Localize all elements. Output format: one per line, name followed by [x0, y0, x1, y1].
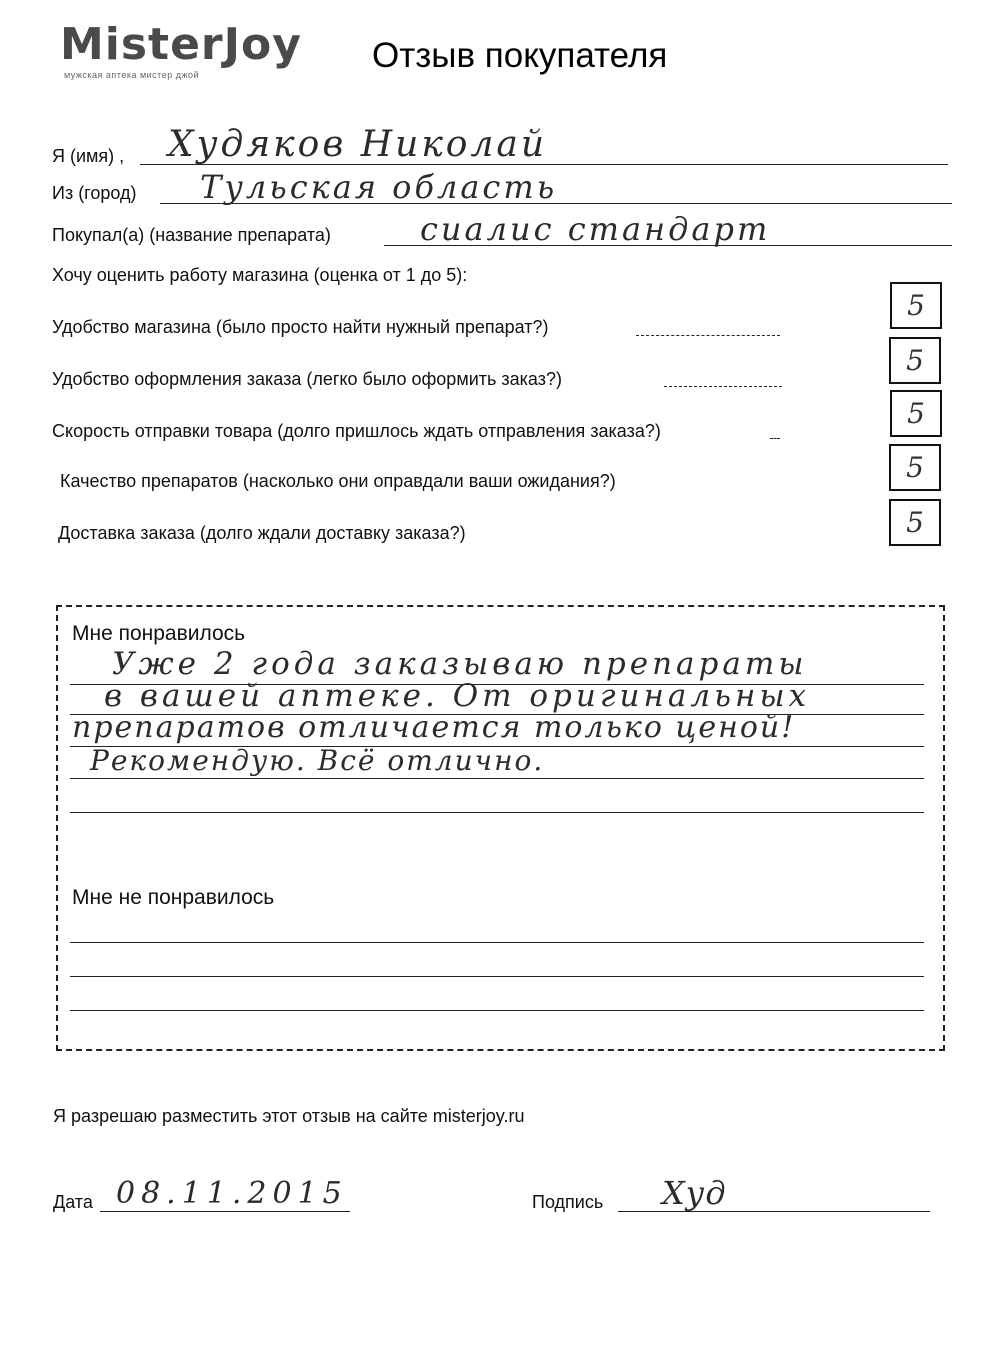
- name-value[interactable]: Худяков Николай: [168, 124, 548, 165]
- page-title: Отзыв покупателя: [372, 36, 668, 75]
- disliked-line[interactable]: [70, 976, 924, 977]
- brand-name: MisterJoy: [60, 19, 302, 70]
- date-value[interactable]: 08.11.2015: [116, 1176, 348, 1211]
- product-value[interactable]: сиалис стандарт: [420, 210, 771, 248]
- liked-line: [70, 812, 924, 813]
- liked-text-line[interactable]: Рекомендую. Всё отлично.: [90, 744, 545, 777]
- disliked-label: Мне не понравилось: [72, 886, 275, 909]
- city-value[interactable]: Тульская область: [200, 168, 558, 206]
- date-label: Дата: [53, 1192, 93, 1212]
- rating-label-order: Удобство оформления заказа (легко было оформить заказ?): [52, 369, 562, 389]
- city-label: Из (город): [52, 183, 137, 203]
- signature-label: Подпись: [532, 1192, 604, 1212]
- rating-value: 5: [906, 451, 924, 484]
- liked-text-line[interactable]: препаратов отличается только ценой!: [72, 710, 796, 745]
- liked-line: [70, 778, 924, 779]
- rating-dots: [664, 386, 782, 387]
- rating-label-store: Удобство магазина (было просто найти нужный препарат?): [52, 317, 549, 337]
- rating-box-delivery[interactable]: [889, 499, 941, 546]
- brand-logo: [60, 20, 302, 80]
- rating-value: 5: [907, 289, 925, 322]
- rating-value: 5: [907, 397, 925, 430]
- name-label: Я (имя) ,: [52, 146, 125, 166]
- rating-intro: Хочу оценить работу магазина (оценка от 1 до 5):: [52, 265, 468, 285]
- signature-value[interactable]: Худ: [662, 1174, 727, 1212]
- disliked-line[interactable]: [70, 1010, 924, 1011]
- rating-dots: [770, 438, 780, 439]
- rating-box-store[interactable]: [890, 282, 942, 329]
- rating-label-delivery: Доставка заказа (долго ждали доставку заказа?): [58, 523, 466, 543]
- rating-value: 5: [906, 506, 924, 539]
- liked-label: Мне понравилось: [72, 622, 246, 645]
- rating-box-shipping[interactable]: [890, 390, 942, 437]
- rating-box-order[interactable]: [889, 337, 941, 384]
- rating-box-quality[interactable]: [889, 444, 941, 491]
- disliked-line[interactable]: [70, 942, 924, 943]
- brand-tagline: мужская аптека мистер джой: [64, 70, 200, 80]
- liked-text-line[interactable]: Уже 2 года заказываю препараты: [112, 646, 808, 682]
- date-line: [100, 1211, 350, 1212]
- consent-text: Я разрешаю разместить этот отзыв на сайте misterjoy.ru: [53, 1106, 525, 1126]
- liked-text-line[interactable]: в вашей аптеке. От оригинальных: [104, 678, 811, 714]
- rating-label-shipping: Скорость отправки товара (долго пришлось ждать отправления заказа?): [52, 421, 661, 441]
- rating-dots: [636, 335, 780, 336]
- product-label: Покупал(а) (название препарата): [52, 225, 331, 245]
- rating-label-quality: Качество препаратов (насколько они оправдали ваши ожидания?): [60, 471, 616, 491]
- rating-value: 5: [906, 344, 924, 377]
